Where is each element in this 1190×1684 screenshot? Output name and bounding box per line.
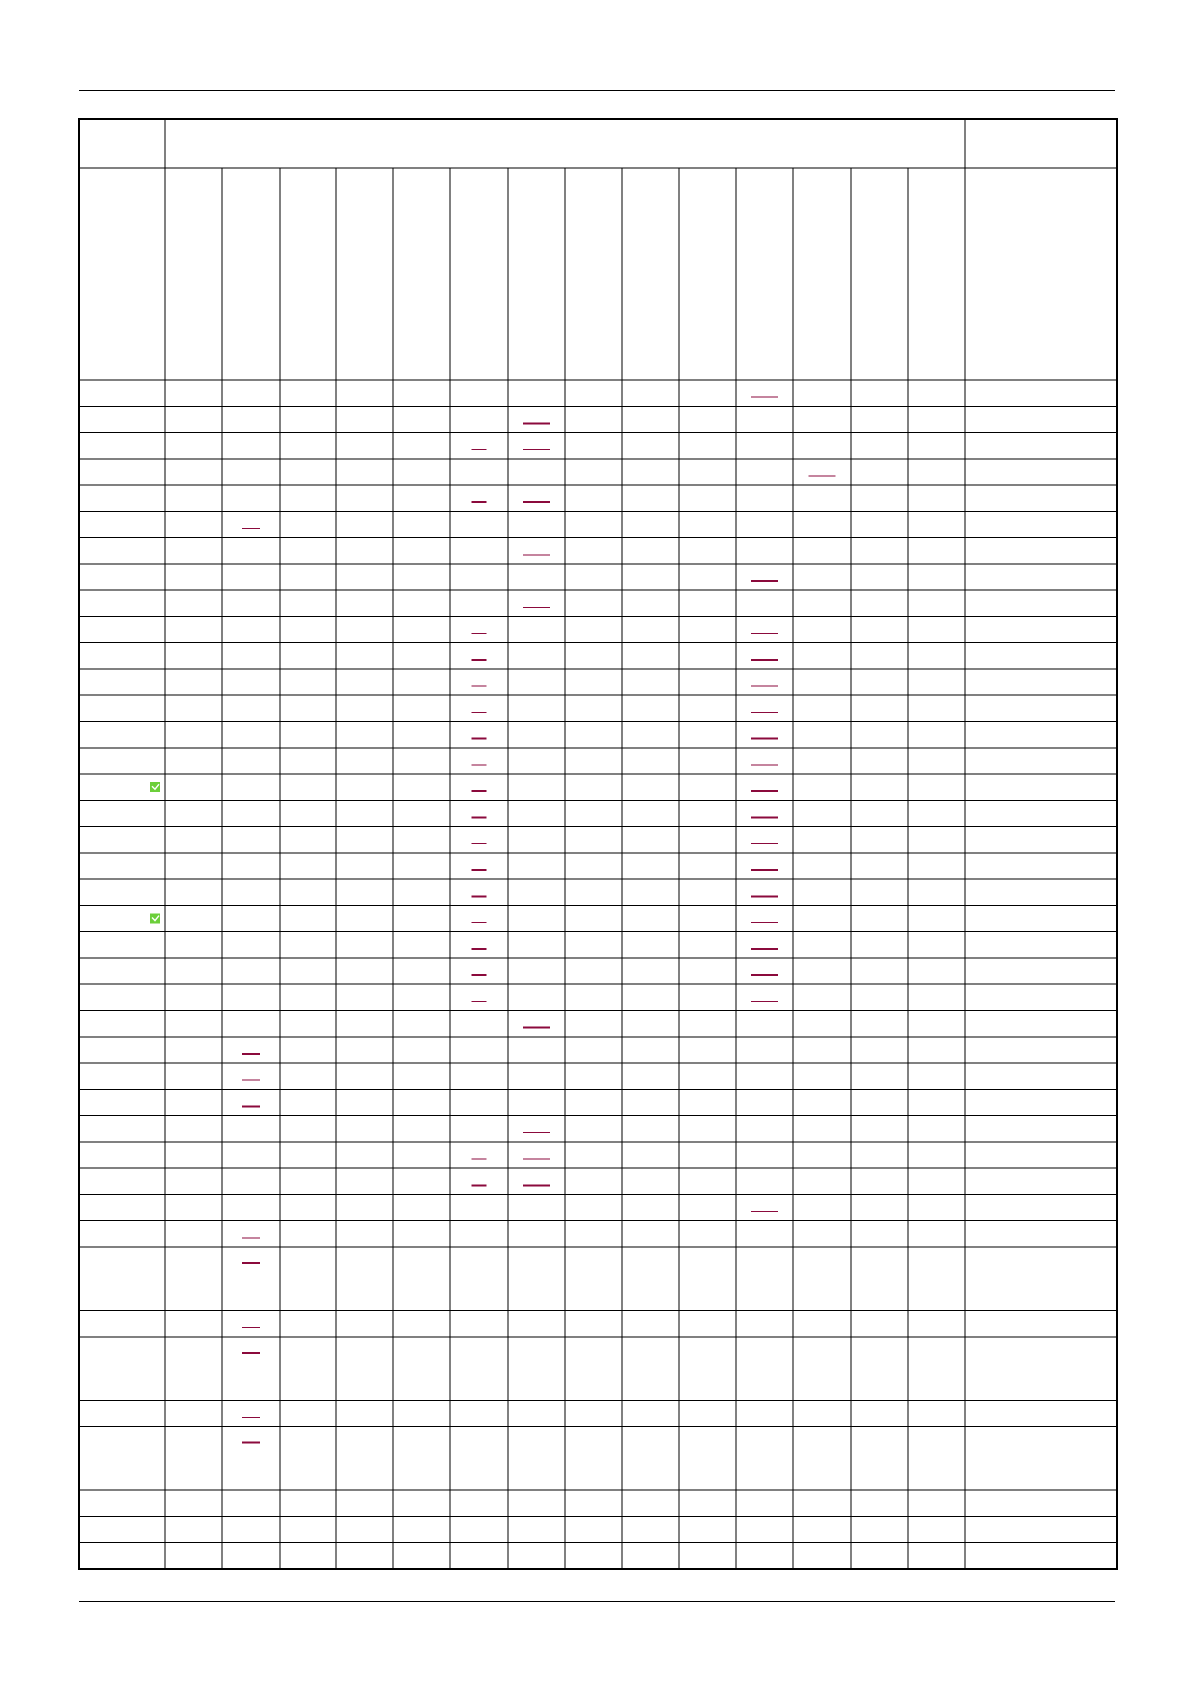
flag-icon xyxy=(150,782,160,792)
table-gridlines xyxy=(79,119,1117,1569)
table-frame xyxy=(79,119,1117,1569)
flag-icon xyxy=(150,914,160,924)
table-cell-marks xyxy=(150,397,836,1442)
page-footer-rule xyxy=(79,1601,1115,1602)
